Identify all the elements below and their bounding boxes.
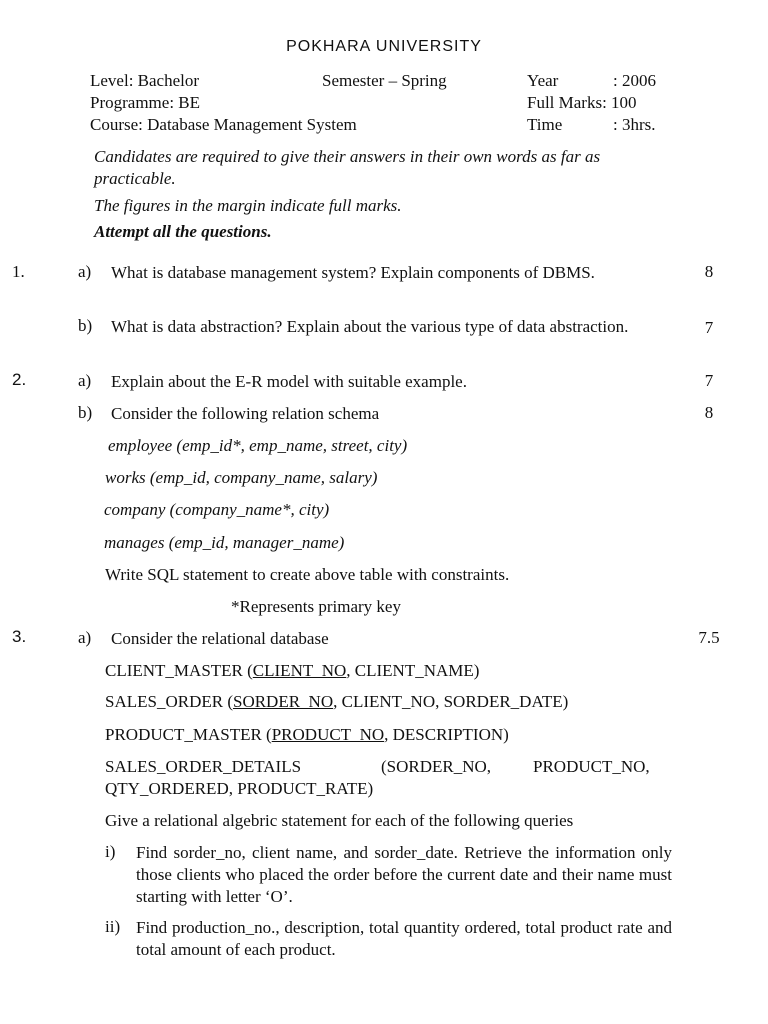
question-2b-marks: 8 bbox=[704, 403, 714, 422]
schema-manages: manages (emp_id, manager_name) bbox=[104, 533, 345, 552]
header-left-block bbox=[90, 70, 357, 136]
question-2a-label: a) bbox=[78, 371, 92, 390]
relation-sales-order: SALES_ORDER (SORDER_NO, CLIENT_NO, SORDER_DATE) bbox=[105, 692, 569, 711]
question-1a-text: What is database management system? Explain components of DBMS. bbox=[111, 263, 595, 282]
question-3a-label: a) bbox=[78, 628, 92, 647]
year-row bbox=[527, 70, 656, 92]
query-ii-label: ii) bbox=[105, 917, 121, 936]
instruction-attempt-all: Attempt all the questions. bbox=[94, 222, 272, 241]
programme-text: Programme: BE bbox=[90, 93, 201, 112]
product-master-key: PRODUCT_NO bbox=[271, 725, 385, 744]
question-1b-label: b) bbox=[78, 316, 93, 335]
question-2-number: 2. bbox=[12, 370, 27, 389]
sales-order-key: SORDER_NO bbox=[232, 692, 334, 711]
year-label: Year bbox=[527, 71, 559, 90]
header-right-block bbox=[527, 70, 656, 136]
schema-employee: employee (emp_id*, emp_name, street, city) bbox=[108, 436, 408, 455]
question-1a-label: a) bbox=[78, 262, 92, 281]
query-ii-text: Find production_no., description, total quantity ordered, total product rate and total amount of each product. bbox=[136, 918, 672, 959]
question-2b-text: Consider the following relation schema bbox=[111, 404, 380, 423]
question-1-number: 1. bbox=[12, 262, 25, 281]
year-value: : 2006 bbox=[613, 71, 656, 90]
question-1b-marks: 7 bbox=[704, 318, 714, 337]
course-text: Course: Database Management System bbox=[90, 115, 357, 134]
client-master-key: CLIENT_NO bbox=[252, 661, 347, 680]
relation-product-master: PRODUCT_MASTER (PRODUCT_NO, DESCRIPTION) bbox=[105, 725, 509, 744]
write-sql-instruction: Write SQL statement to create above table with constraints. bbox=[105, 565, 510, 584]
relation-client-master: CLIENT_MASTER (CLIENT_NO, CLIENT_NAME) bbox=[105, 661, 480, 680]
relation-sales-order-details-part1: SALES_ORDER_DETAILS bbox=[105, 757, 302, 776]
instruction-own-words: Candidates are required to give their answers in their own words as far as practicable. bbox=[94, 147, 601, 188]
query-i-label: i) bbox=[105, 842, 116, 861]
instruction-margin-marks: The figures in the margin indicate full marks. bbox=[94, 196, 402, 215]
level-text: Level: Bachelor bbox=[90, 71, 200, 90]
relational-algebra-instruction: Give a relational algebric statement for each of the following queries bbox=[105, 811, 574, 830]
question-2b-label: b) bbox=[78, 403, 93, 422]
primary-key-note: *Represents primary key bbox=[231, 597, 401, 616]
full-marks-text: Full Marks: 100 bbox=[527, 93, 637, 112]
question-3-number: 3. bbox=[12, 627, 27, 646]
header-middle-block bbox=[322, 70, 447, 92]
question-1a-marks: 8 bbox=[704, 262, 714, 281]
time-row bbox=[527, 114, 656, 136]
university-title: POKHARA UNIVERSITY bbox=[286, 38, 482, 55]
question-1b-text: What is data abstraction? Explain about the various type of data abstraction. bbox=[111, 317, 629, 336]
question-2a-text: Explain about the E-R model with suitable example. bbox=[111, 372, 467, 391]
question-3a-marks: 7.5 bbox=[698, 628, 720, 647]
schema-works: works (emp_id, company_name, salary) bbox=[105, 468, 378, 487]
semester-text: Semester – Spring bbox=[322, 71, 447, 90]
relation-sales-order-details-part2: (SORDER_NO, bbox=[381, 757, 492, 776]
relation-sales-order-details-part3: PRODUCT_NO, bbox=[533, 757, 650, 776]
query-i-text: Find sorder_no, client name, and sorder_date. Retrieve the information only those clients who placed the order before the current date and their name must starting with letter ‘O’. bbox=[136, 843, 672, 906]
relation-sales-order-details-part4: QTY_ORDERED, PRODUCT_RATE) bbox=[105, 779, 374, 798]
schema-company: company (company_name*, city) bbox=[104, 500, 330, 519]
time-label: Time bbox=[527, 115, 563, 134]
question-2a-marks: 7 bbox=[704, 371, 714, 390]
question-3a-text: Consider the relational database bbox=[111, 629, 329, 648]
time-value: : 3hrs. bbox=[613, 115, 656, 134]
